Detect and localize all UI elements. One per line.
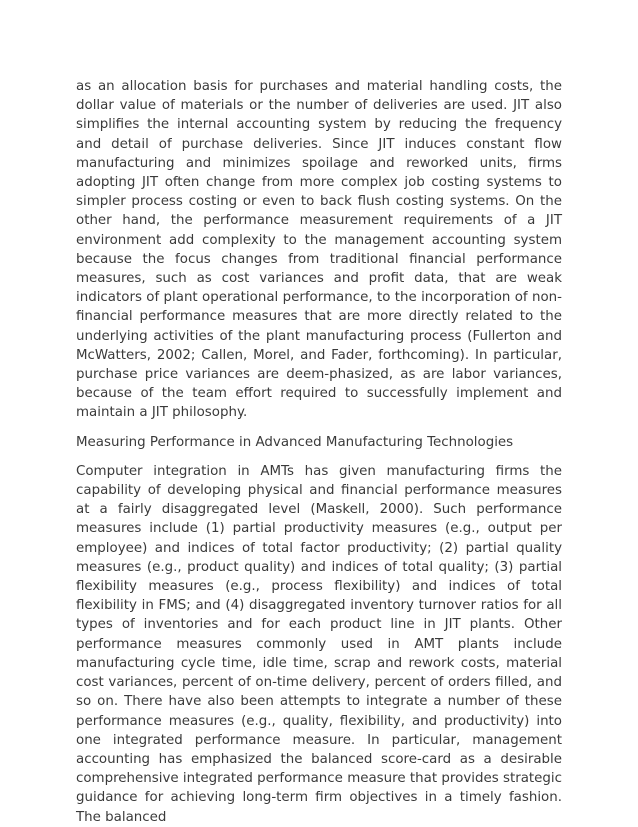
document-page [76,77,562,827]
section-heading: Measuring Performance in Advanced Manufacturing Technologies [76,434,514,450]
body-paragraph: as an allocation basis for purchases and material handling costs, the dollar value of materials or the number of deliveries are used. JIT also simplifies the internal accounting system by reducing the frequency and detail of purchase deliveries. Since JIT induces constant flow manufacturing and minimizes spoilage and reworked units, firms adopting JIT often change from more complex job costing systems to simpler process costing or even to back flush costing systems. On the other hand, the performance measurement requirements of a JIT environment add complexity to the management accounting system because the focus changes from traditional financial performance measures, such as cost variances and profit data, that are weak indicators of plant operational performance, to the incorporation of non-financial performance measures that are more directly related to the underlying activities of the plant manufacturing process (Fullerton and McWatters, 2002; Callen, Morel, and Fader, forthcoming). In particular, purchase price variances are deem-phasized, as are labor variances, because of the team effort required to successfully implement and maintain a JIT philosophy. [76,79,562,421]
body-paragraph: Computer integration in AMTs has given manufacturing firms the capability of developing physical and financial performance measures at a fairly disaggregated level (Maskell, 2000). Such performance measures include (1) partial productivity measures (e.g., output per employee) and indices of total factor productivity; (2) partial quality measures (e.g., product quality) and indices of total quality; (3) partial flexibility measures (e.g., process flexibility) and indices of total flexibility in FMS; and (4) disaggregated inventory turnover ratios for all types of inventories and for each product line in JIT plants. Other performance measures commonly used in AMT plants include manufacturing cycle time, idle time, scrap and rework costs, material cost variances, percent of on-time delivery, percent of orders filled, and so on. There have also been attempts to integrate a number of these performance measures (e.g., quality, flexibility, and productivity) into one integrated performance measure. In particular, management accounting has emphasized the balanced score-card as a desirable comprehensive integrated performance measure that provides strategic guidance for achieving long-term firm objectives in a timely fashion. The balanced [76,463,562,825]
